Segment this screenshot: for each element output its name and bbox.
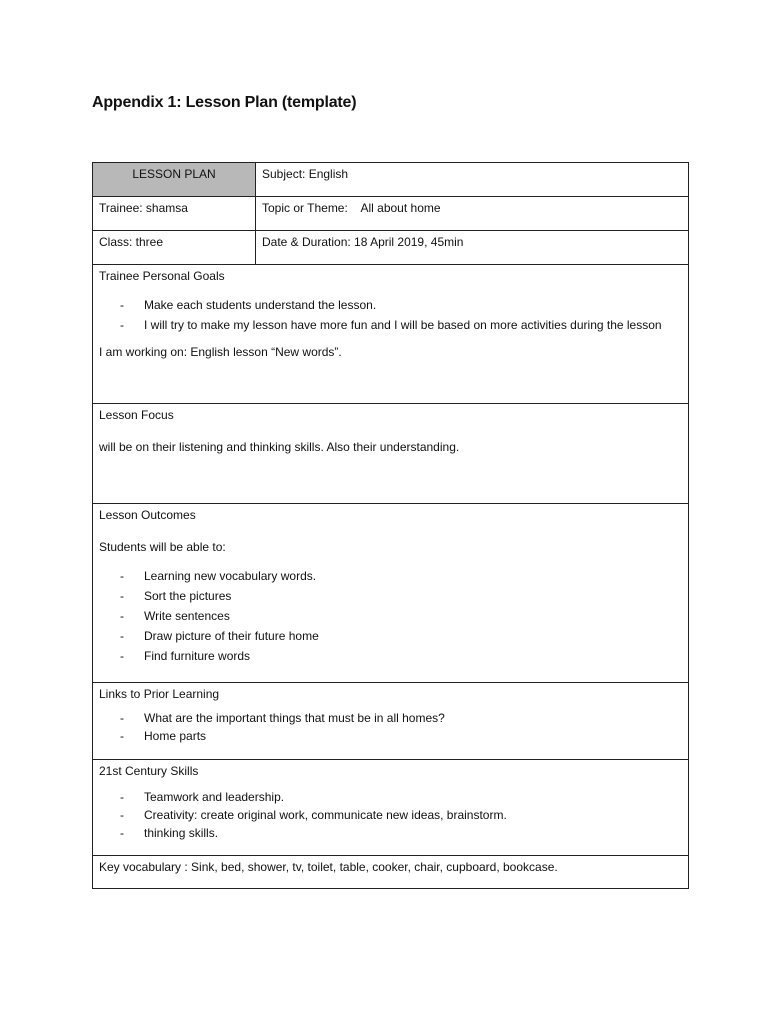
bullet-dash: -: [120, 318, 124, 332]
list-item: - Make each students understand the lesson.: [99, 295, 682, 315]
outcomes-section: [93, 504, 688, 683]
bullet-dash: -: [120, 649, 124, 663]
vocabulary-text: Key vocabulary : Sink, bed, shower, tv, toilet, table, cooker, chair, cupboard, bookcase.: [99, 860, 558, 874]
skills-title: 21st Century Skills: [99, 764, 199, 778]
bullet-dash: -: [120, 790, 124, 804]
lesson-plan-table: [92, 162, 689, 889]
bullet-dash: -: [120, 808, 124, 822]
subject-field: Subject: English: [262, 167, 349, 181]
focus-section: [93, 404, 688, 504]
skills-section: [93, 760, 688, 856]
list-item: - I will try to make my lesson have more fun and I will be based on more activities during the lesson: [99, 315, 682, 335]
table-row-trainee: [93, 197, 688, 231]
bullet-dash: -: [120, 729, 124, 743]
date-duration-field: Date & Duration: 18 April 2019, 45min: [262, 235, 464, 249]
vocabulary-section: [93, 856, 688, 888]
focus-title: Lesson Focus: [99, 408, 174, 422]
bullet-dash: -: [120, 711, 124, 725]
goals-list: [99, 295, 682, 335]
bullet-dash: -: [120, 589, 124, 603]
table-row-class: [93, 231, 688, 265]
goals-note: I am working on: English lesson “New words”.: [99, 345, 342, 359]
bullet-dash: -: [120, 826, 124, 840]
lesson-plan-label: LESSON PLAN: [93, 163, 256, 196]
goals-section: [93, 265, 688, 404]
list-item: - thinking skills.: [120, 826, 219, 840]
bullet-dash: -: [120, 298, 124, 312]
trainee-field: Trainee: shamsa: [93, 197, 256, 230]
prior-learning-title: Links to Prior Learning: [99, 687, 220, 701]
list-item: - Sort the pictures: [99, 586, 682, 606]
list-item: - What are the important things that must be in all homes?: [120, 711, 445, 725]
bullet-dash: -: [120, 609, 124, 623]
list-item: - Draw picture of their future home: [99, 626, 682, 646]
focus-text: will be on their listening and thinking skills. Also their understanding.: [99, 440, 460, 454]
skills-list: [99, 788, 682, 842]
prior-learning-section: [93, 683, 688, 760]
goals-title: Trainee Personal Goals: [99, 269, 225, 283]
bullet-dash: -: [120, 569, 124, 583]
list-item: - Home parts: [120, 729, 207, 743]
table-row-subject: [93, 163, 688, 197]
bullet-dash: -: [120, 629, 124, 643]
list-item: - Teamwork and leadership.: [120, 790, 285, 804]
list-item: - Write sentences: [99, 606, 682, 626]
outcomes-list: [99, 566, 682, 666]
page-title: Appendix 1: Lesson Plan (template): [92, 94, 357, 111]
list-item: - Find furniture words: [99, 646, 682, 666]
outcomes-title: Lesson Outcomes: [99, 508, 196, 522]
list-item: - Creativity: create original work, communicate new ideas, brainstorm.: [120, 808, 507, 822]
topic-field: Topic or Theme: All about home: [262, 201, 441, 215]
list-item: - Learning new vocabulary words.: [99, 566, 682, 586]
class-field: Class: three: [93, 231, 256, 264]
outcomes-intro: Students will be able to:: [99, 540, 226, 554]
prior-learning-list: [99, 709, 682, 745]
